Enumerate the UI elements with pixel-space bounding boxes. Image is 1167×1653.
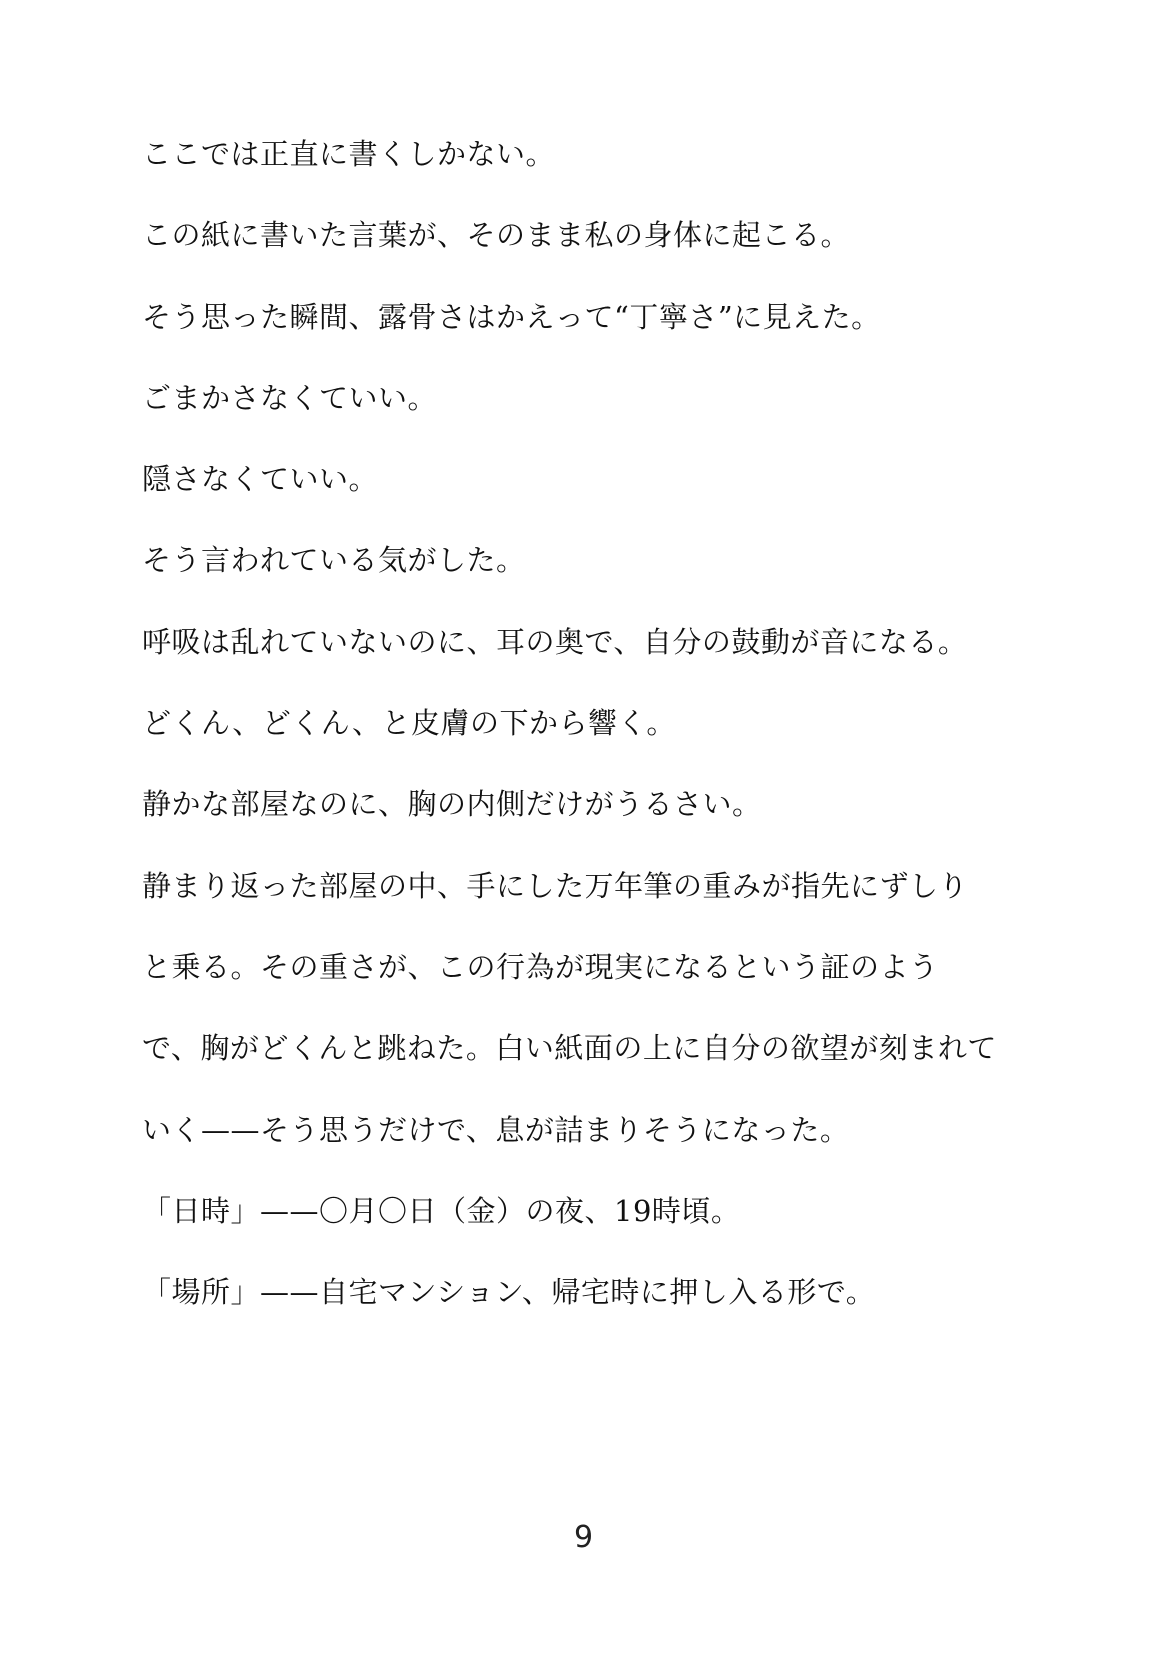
text-line: ここでは正直に書くしかない。 (142, 137, 556, 171)
text-line: 「日時」——〇月〇日（金）の夜、19時頃。 (142, 1193, 741, 1228)
page-number: 9 (573, 1520, 594, 1555)
text-line: いく——そう思うだけで、息が詰まりそうになった。 (142, 1112, 850, 1147)
text-line: で、胸がどくんと跳ねた。白い紙面の上に自分の欲望が刻まれて (142, 1031, 997, 1066)
text-line: 静まり返った部屋の中、手にした万年筆の重みが指先にずしり (142, 868, 969, 903)
text-line: どくん、どくん、と皮膚の下から響く。 (142, 706, 676, 741)
text-line: この紙に書いた言葉が、そのまま私の身体に起こる。 (142, 218, 851, 253)
text-line: そう思った瞬間、露骨さはかえって“丁寧さ”に見えた。 (142, 299, 881, 334)
text-line: 静かな部屋なのに、胸の内側だけがうるさい。 (142, 787, 762, 822)
text-line: と乗る。その重さが、この行為が現実になるという証のよう (142, 949, 939, 984)
text-line: ごまかさなくていい。 (142, 380, 438, 415)
text-line: 呼吸は乱れていないのに、耳の奥で、自分の鼓動が音になる。 (142, 624, 968, 659)
text-line: そう言われている気がした。 (142, 543, 526, 578)
text-line: 「場所」——自宅マンション、帰宅時に押し入る形で。 (142, 1275, 876, 1310)
text-line: 隠さなくていい。 (142, 462, 379, 497)
body-text (142, 136, 1062, 1355)
